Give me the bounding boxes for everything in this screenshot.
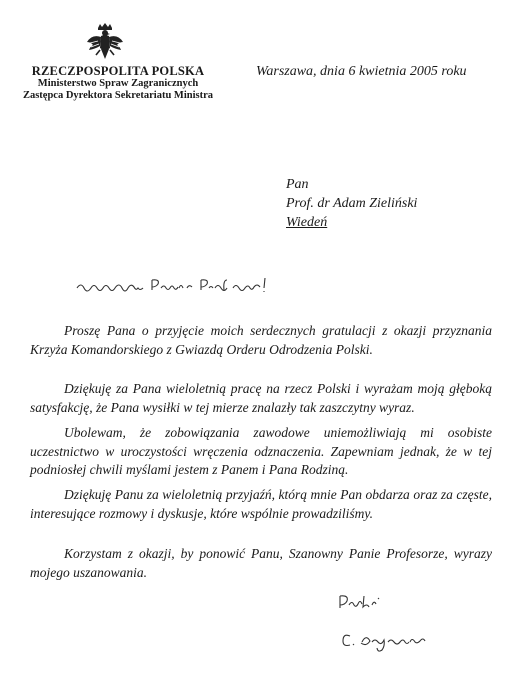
paragraph-2-text: Dziękuję za Pana wieloletnią pracę na rzecz Polski i wyrażam moją głęboką satysfakcję, że Pana wysiłki w tej mierze znalazły tak zaszczytny wyraz. [30,381,492,415]
white-eagle-emblem-icon [86,22,124,62]
addressee-city: Wiedeń [286,215,328,230]
paragraph-5-text: Korzystam z okazji, by ponowić Panu, Szanowny Panie Profesorze, wyrazy mojego uszanowania. [30,546,492,580]
letterhead [18,64,218,102]
paragraph-1 [30,322,492,359]
paragraph-1-text: Proszę Pana o przyjęcie moich serdecznych gratulacji z okazji przyznania Krzyża Komandorskiego z Gwiazdą Orderu Odrodzenia Polski. [30,323,492,357]
org-name: RZECZPOSPOLITA POLSKA [31,64,205,78]
paragraph-3-text: Ubolewam, że zobowiązania zawodowe uniemożliwiają mi osobiste uczestnictwo w uroczystości wręczenia odznaczenia. Zapewniam jednak, że w tej podniosłej chwili myślami jestem z Panem i Pana Rodziną. [30,425,492,477]
paragraph-4-text: Dziękuję Panu za wieloletnią przyjaźń, którą mnie Pan obdarza oraz za częste, interesujące rozmowy i dyskusje, które wspólnie prowadziliśmy. [30,487,492,521]
paragraph-3 [30,424,492,480]
office-name: Zastępca Dyrektora Sekretariatu Ministra [22,90,214,101]
addressee-name: Prof. dr Adam Zieliński [286,196,418,211]
handwritten-salutation [75,272,275,298]
handwritten-signature [336,592,446,662]
paragraph-5 [30,545,492,582]
ministry-name: Ministerstwo Spraw Zagranicznych [37,78,199,89]
paragraph-4 [30,486,492,523]
dateline: Warszawa, dnia 6 kwietnia 2005 roku [256,64,467,79]
addressee-title: Pan [286,177,309,192]
addressee-block [286,175,417,232]
paragraph-2 [30,380,492,417]
